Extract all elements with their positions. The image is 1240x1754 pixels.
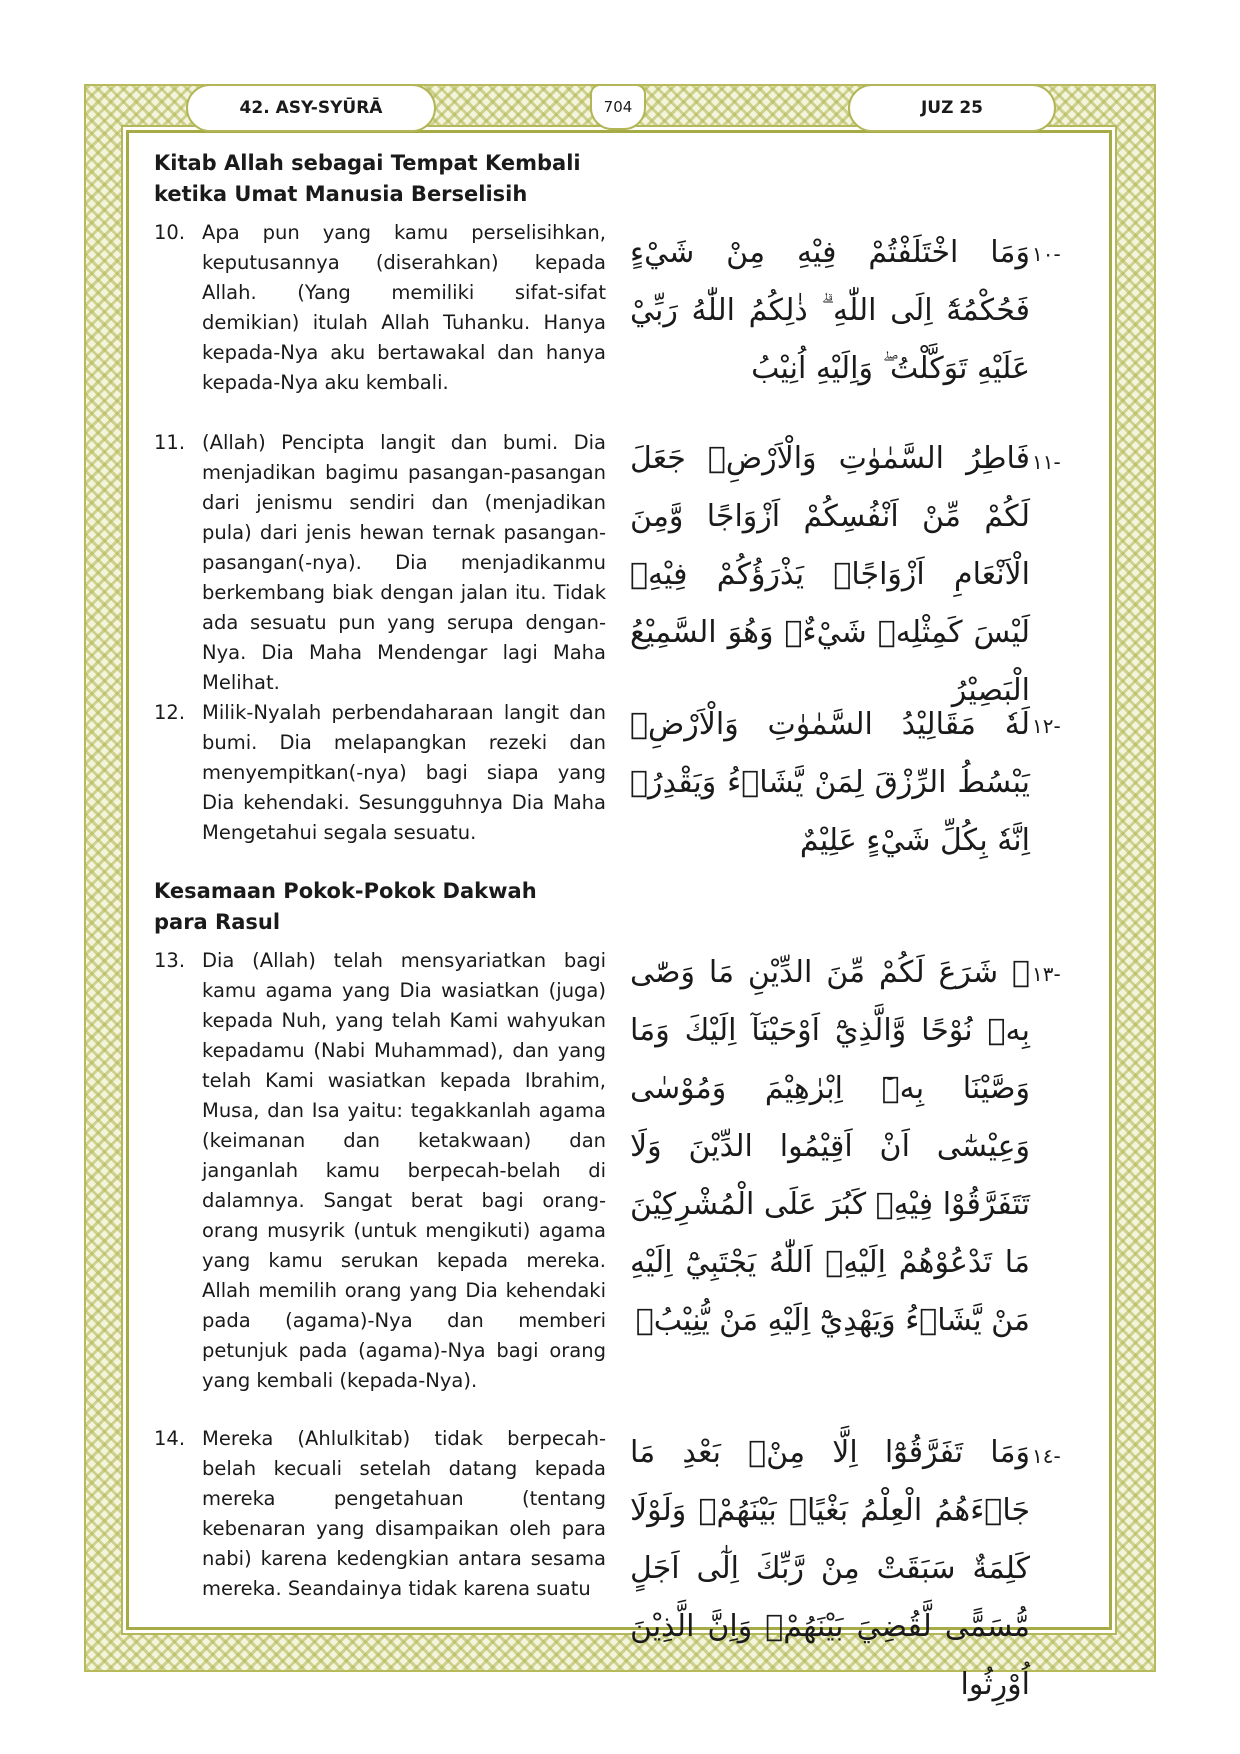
verse-translation xyxy=(154,218,606,398)
juz-tab xyxy=(848,84,1056,132)
verse-translation xyxy=(154,946,606,1396)
verse-translation xyxy=(154,698,606,848)
translation-text: Apa pun yang kamu perselisihkan, keputusannya (diserahkan) kepada Allah. (Yang memiliki sifat-sifat demikian) itulah Allah Tuhanku. Hanya kepada-Nya aku bertawakal dan hanya kepada-Nya aku kembali. xyxy=(202,221,606,394)
arabic-verse-number: -١١ xyxy=(1032,450,1061,474)
arabic-verse: لَهٗ مَقَالِيْدُ السَّمٰوٰتِ وَالْاَرْضِۚ يَبْسُطُ الرِّزْقَ لِمَنْ يَّشَاۤءُ وَيَقْدِرُۚ اِنَّهٗ بِكُلِّ شَيْءٍ عَلِيْمٌ xyxy=(630,707,1030,858)
arabic-verse: وَمَا اخْتَلَفْتُمْ فِيْهِ مِنْ شَيْءٍ فَحُكْمُهٗٓ اِلَى اللّٰهِ ۗ ذٰلِكُمُ اللّٰهُ رَبِّيْ عَلَيْهِ تَوَكَّلْتُ ۖ وَاِلَيْهِ اُنِيْبُ xyxy=(630,235,1030,386)
verse-translation xyxy=(154,1424,606,1604)
verse-number: 12. xyxy=(154,701,186,724)
translation-text: Dia (Allah) telah mensyariatkan bagi kamu agama yang Dia wasiatkan (juga) kepada Nuh, yang telah Kami wahyukan kepadamu (Nabi Muhammad), dan yang telah Kami wasiatkan kepada Ibrahim, Musa, dan Isa yaitu: tegakkanlah agama (keimanan dan ketakwaan) dan janganlah kamu berpecah-belah di dalamnya. Sangat berat bagi orang-orang musyrik (untuk mengikuti) agama yang kamu serukan kepada mereka. Allah memilih orang yang Dia kehendaki pada (agama)-Nya dan memberi petunjuk pada (agama)-Nya bagi orang yang kembali (kepada-Nya). xyxy=(202,949,606,1392)
translation-text: Mereka (Ahlulkitab) tidak berpecah-belah kecuali setelah datang kepada mereka pengetahuan (tentang kebenaran yang disampaikan oleh para nabi) karena kedengkian antara sesama mereka. Seandainya tidak karena suatu xyxy=(202,1427,606,1600)
section-heading: Kesamaan Pokok-Pokok Dakwah para Rasul xyxy=(154,879,537,934)
section-heading: Kitab Allah sebagai Tempat Kembali ketika Umat Manusia Berselisih xyxy=(154,151,581,206)
page-number-tab xyxy=(590,84,646,130)
arabic-verse-number: -١٠ xyxy=(1032,242,1061,266)
arabic-verse-number: -١٣ xyxy=(1032,962,1061,986)
arabic-verse: ۞ شَرَعَ لَكُمْ مِّنَ الدِّيْنِ مَا وَصّٰى بِهٖ نُوْحًا وَّالَّذِيْٓ اَوْحَيْنَآ اِلَيْكَ وَمَا وَصَّيْنَا بِهٖٓ اِبْرٰهِيْمَ وَمُوْسٰى وَعِيْسٰٓى اَنْ اَقِيْمُوا الدِّيْنَ وَلَا تَتَفَرَّقُوْا فِيْهِۗ كَبُرَ عَلَى الْمُشْرِكِيْنَ مَا تَدْعُوْهُمْ اِلَيْهِۗ اَللّٰهُ يَجْتَبِيْٓ اِلَيْهِ مَنْ يَّشَاۤءُ وَيَهْدِيْٓ اِلَيْهِ مَنْ يُّنِيْبُۗ xyxy=(630,955,1030,1338)
surah-title: 42. ASY-SYŪRĀ xyxy=(239,98,383,118)
arabic-verse-number: -١٢ xyxy=(1032,714,1061,738)
arabic-verse: وَمَا تَفَرَّقُوْٓا اِلَّا مِنْۢ بَعْدِ مَا جَاۤءَهُمُ الْعِلْمُ بَغْيًاۢ بَيْنَهُمْۗ وَلَوْلَا كَلِمَةٌ سَبَقَتْ مِنْ رَّبِّكَ اِلٰٓى اَجَلٍ مُّسَمًّى لَّقُضِيَ بَيْنَهُمْۗ وَاِنَّ الَّذِيْنَ اُوْرِثُوا xyxy=(630,1435,1030,1702)
translation-text: Milik-Nyalah perbendaharaan langit dan bumi. Dia melapangkan rezeki dan menyempitkan(-nya) bagi siapa yang Dia kehendaki. Sesungguhnya Dia Maha Mengetahui segala sesuatu. xyxy=(202,701,606,844)
verse-number: 11. xyxy=(154,431,186,454)
verse-translation xyxy=(154,428,606,698)
translation-text: (Allah) Pencipta langit dan bumi. Dia menjadikan bagimu pasangan-pasangan dari jenismu sendiri dan (menjadikan pula) dari jenis hewan ternak pasangan-pasangan(-nya). Dia menjadikanmu berkembang biak dengan jalan itu. Tidak ada sesuatu pun yang serupa dengan-Nya. Dia Maha Mendengar lagi Maha Melihat. xyxy=(202,431,606,694)
page-number: 704 xyxy=(603,98,633,116)
verse-number: 10. xyxy=(154,221,186,244)
juz-label: JUZ 25 xyxy=(920,98,984,118)
surah-title-tab xyxy=(186,84,436,132)
arabic-verse: فَاطِرُ السَّمٰوٰتِ وَالْاَرْضِۗ جَعَلَ لَكُمْ مِّنْ اَنْفُسِكُمْ اَزْوَاجًا وَّمِنَ الْاَنْعَامِ اَزْوَاجًاۚ يَذْرَؤُكُمْ فِيْهِۗ لَيْسَ كَمِثْلِهٖ شَيْءٌۚ وَهُوَ السَّمِيْعُ الْبَصِيْرُ xyxy=(630,441,1030,708)
verse-number: 14. xyxy=(154,1427,186,1450)
verse-number: 13. xyxy=(154,949,186,972)
arabic-verse-number: -١٤ xyxy=(1032,1444,1061,1468)
